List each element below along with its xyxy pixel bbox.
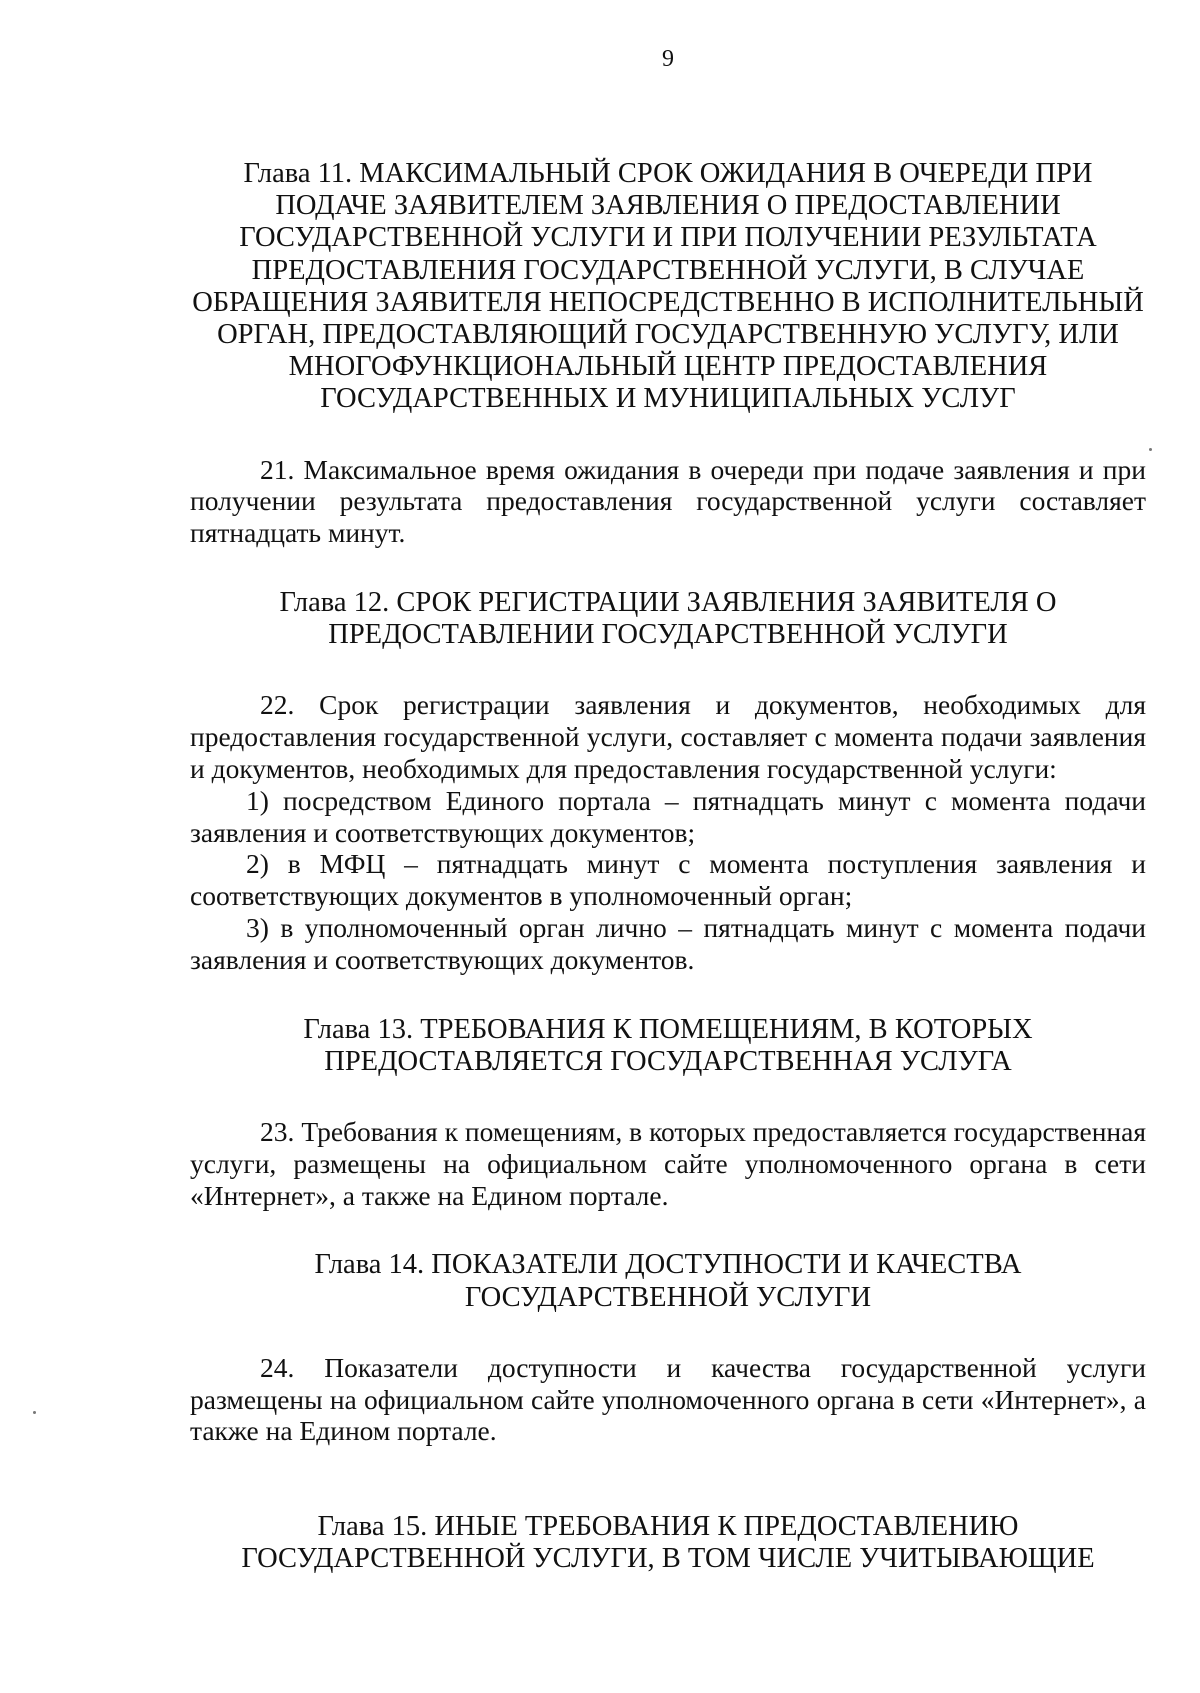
chapter-14-title [190,1249,1146,1313]
chapter-11-title [190,158,1146,416]
chapter-12-title [190,587,1146,651]
title-line: ПРЕДОСТАВЛЕНИЯ ГОСУДАРСТВЕННОЙ УСЛУГИ, В СЛУЧАЕ [251,254,1085,286]
title-line: ПРЕДОСТАВЛЯЕТСЯ ГОСУДАРСТВЕННАЯ УСЛУГА [324,1045,1012,1077]
page-number: 9 [662,46,674,72]
title-line: ГОСУДАРСТВЕННОЙ УСЛУГИ, В ТОМ ЧИСЛЕ УЧИТЫВАЮЩИЕ [241,1543,1095,1575]
title-line: ГОСУДАРСТВЕННОЙ УСЛУГИ [464,1281,872,1313]
title-line: ПРЕДОСТАВЛЕНИИ ГОСУДАРСТВЕННОЙ УСЛУГИ [328,619,1008,651]
title-line: Глава 12. СРОК РЕГИСТРАЦИИ ЗАЯВЛЕНИЯ ЗАЯВИТЕЛЯ О [279,587,1057,619]
paragraph-22-item-1: 1) посредством Единого портала – пятнадцать минут с момента подачи заявления и соответствующих документов; [190,784,1146,848]
title-line: ПОДАЧЕ ЗАЯВИТЕЛЕМ ЗАЯВЛЕНИЯ О ПРЕДОСТАВЛЕНИИ [275,190,1061,222]
paragraph-22-item-2: 2) в МФЦ – пятнадцать минут с момента поступления заявления и соответствующих документов в уполномоченный орган; [190,848,1146,912]
paragraph-22: 22. Срок регистрации заявления и документов, необходимых для предоставления государственной услуги, составляет с момента подачи заявления и документов, необходимых для предоставления государственной услуги: [190,689,1146,785]
paragraph-23: 23. Требования к помещениям, в которых предоставляется государственная услуги, размещены на официальном сайте уполномоченного органа в сети «Интернет», а также на Едином портале. [190,1116,1146,1211]
title-line: МНОГОФУНКЦИОНАЛЬНЫЙ ЦЕНТР ПРЕДОСТАВЛЕНИЯ [288,351,1048,383]
title-line: ОБРАЩЕНИЯ ЗАЯВИТЕЛЯ НЕПОСРЕДСТВЕННО В ИСПОЛНИТЕЛЬНЫЙ [192,286,1144,318]
paragraph-24: 24. Показатели доступности и качества государственной услуги размещены на официальном сайте уполномоченного органа в сети «Интернет», а также на Едином портале. [190,1351,1146,1447]
scan-speck [1149,448,1152,451]
paragraph-22-item-3: 3) в уполномоченный орган лично – пятнадцать минут с момента подачи заявления и соответствующих документов. [190,912,1146,975]
chapter-13-title [190,1014,1146,1078]
paragraph-21: 21. Максимальное время ожидания в очереди при подаче заявления и при получении результата предоставления государственной услуги составляет пятнадцать минут. [190,453,1146,549]
title-line: Глава 15. ИНЫЕ ТРЕБОВАНИЯ К ПРЕДОСТАВЛЕНИЮ [317,1511,1019,1543]
title-line: ГОСУДАРСТВЕННЫХ И МУНИЦИПАЛЬНЫХ УСЛУГ [320,383,1016,415]
chapter-15-title [190,1511,1146,1575]
document-body [190,158,1146,1576]
title-line: Глава 13. ТРЕБОВАНИЯ К ПОМЕЩЕНИЯМ, В КОТОРЫХ [303,1013,1033,1045]
scan-speck [33,1411,36,1414]
title-line: ОРГАН, ПРЕДОСТАВЛЯЮЩИЙ ГОСУДАРСТВЕННУЮ УСЛУГУ, ИЛИ [217,319,1119,351]
title-line: Глава 14. ПОКАЗАТЕЛИ ДОСТУПНОСТИ И КАЧЕСТВА [314,1249,1022,1281]
title-line: Глава 11. МАКСИМАЛЬНЫЙ СРОК ОЖИДАНИЯ В ОЧЕРЕДИ ПРИ [243,158,1093,189]
title-line: ГОСУДАРСТВЕННОЙ УСЛУГИ И ПРИ ПОЛУЧЕНИИ РЕЗУЛЬТАТА [239,222,1097,254]
